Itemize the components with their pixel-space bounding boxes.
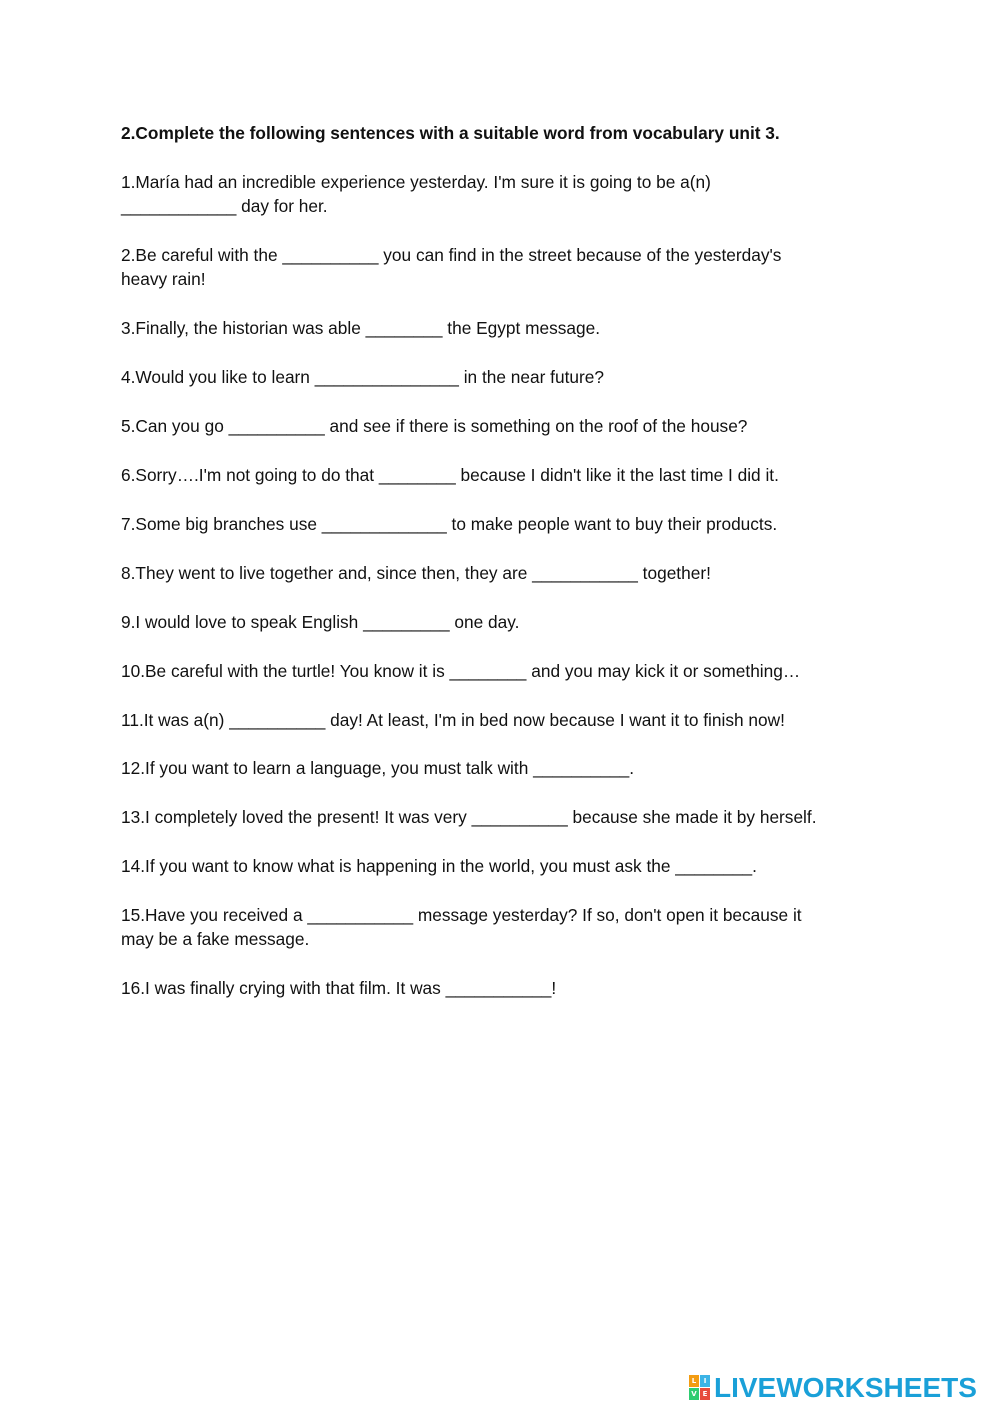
question-line: 11.It was a(n) __________ day! At least, I'm in bed now because I want it to finish now! bbox=[121, 709, 785, 730]
question-list bbox=[121, 170, 881, 1025]
question-line: 5.Can you go __________ and see if there is something on the roof of the house? bbox=[121, 416, 748, 437]
question-line: 2.Be careful with the __________ you can find in the street because of the yesterday's bbox=[121, 245, 782, 266]
question-line: 1.María had an incredible experience yesterday. I'm sure it is going to be a(n) bbox=[121, 172, 711, 192]
question-line: 7.Some big branches use _____________ to make people want to buy their products. bbox=[121, 513, 778, 534]
question-line: 4.Would you like to learn _______________ in the near future? bbox=[121, 367, 604, 388]
question-item bbox=[121, 659, 881, 683]
exercise-heading: 2.Complete the following sentences with a suitable word from vocabulary unit 3. bbox=[121, 123, 780, 143]
logo-letter: V bbox=[689, 1388, 699, 1400]
question-item bbox=[121, 414, 881, 438]
question-item bbox=[121, 854, 881, 878]
question-item bbox=[121, 708, 881, 732]
question-item bbox=[121, 512, 881, 536]
question-line: 9.I would love to speak English _________ one day. bbox=[121, 611, 520, 632]
question-line: heavy rain! bbox=[121, 269, 206, 290]
question-item bbox=[121, 756, 881, 780]
question-line: 12.If you want to learn a language, you must talk with __________. bbox=[121, 758, 635, 779]
question-line: 6.Sorry….I'm not going to do that ________ because I didn't like it the last time I did it. bbox=[121, 465, 779, 486]
brand-name: LIVEWORKSHEETS bbox=[714, 1372, 977, 1403]
question-line: may be a fake message. bbox=[121, 929, 310, 950]
logo-letter: E bbox=[700, 1388, 710, 1400]
question-item bbox=[121, 561, 881, 585]
liveworksheets-logo-icon bbox=[689, 1375, 711, 1401]
logo-letter: I bbox=[700, 1375, 710, 1387]
question-item bbox=[121, 805, 881, 829]
question-item bbox=[121, 170, 881, 219]
question-line: 15.Have you received a ___________ message yesterday? If so, don't open it because it bbox=[121, 905, 802, 926]
question-line: 10.Be careful with the turtle! You know it is ________ and you may kick it or something… bbox=[121, 660, 801, 681]
brand-logo bbox=[689, 1372, 977, 1404]
question-item bbox=[121, 463, 881, 487]
question-item bbox=[121, 610, 881, 634]
question-line: 16.I was finally crying with that film. It was ___________! bbox=[121, 978, 557, 999]
question-line: 13.I completely loved the present! It was very __________ because she made it by herself. bbox=[121, 807, 817, 828]
question-line: 8.They went to live together and, since then, they are ___________ together! bbox=[121, 562, 711, 583]
question-line: 3.Finally, the historian was able ________ the Egypt message. bbox=[121, 318, 601, 339]
question-item bbox=[121, 365, 881, 389]
question-line: ____________ day for her. bbox=[121, 196, 328, 217]
question-item bbox=[121, 903, 881, 952]
question-item bbox=[121, 243, 881, 292]
logo-letter: L bbox=[689, 1375, 699, 1387]
question-line: 14.If you want to know what is happening in the world, you must ask the ________. bbox=[121, 856, 757, 877]
question-item bbox=[121, 976, 881, 1000]
question-item bbox=[121, 316, 881, 340]
